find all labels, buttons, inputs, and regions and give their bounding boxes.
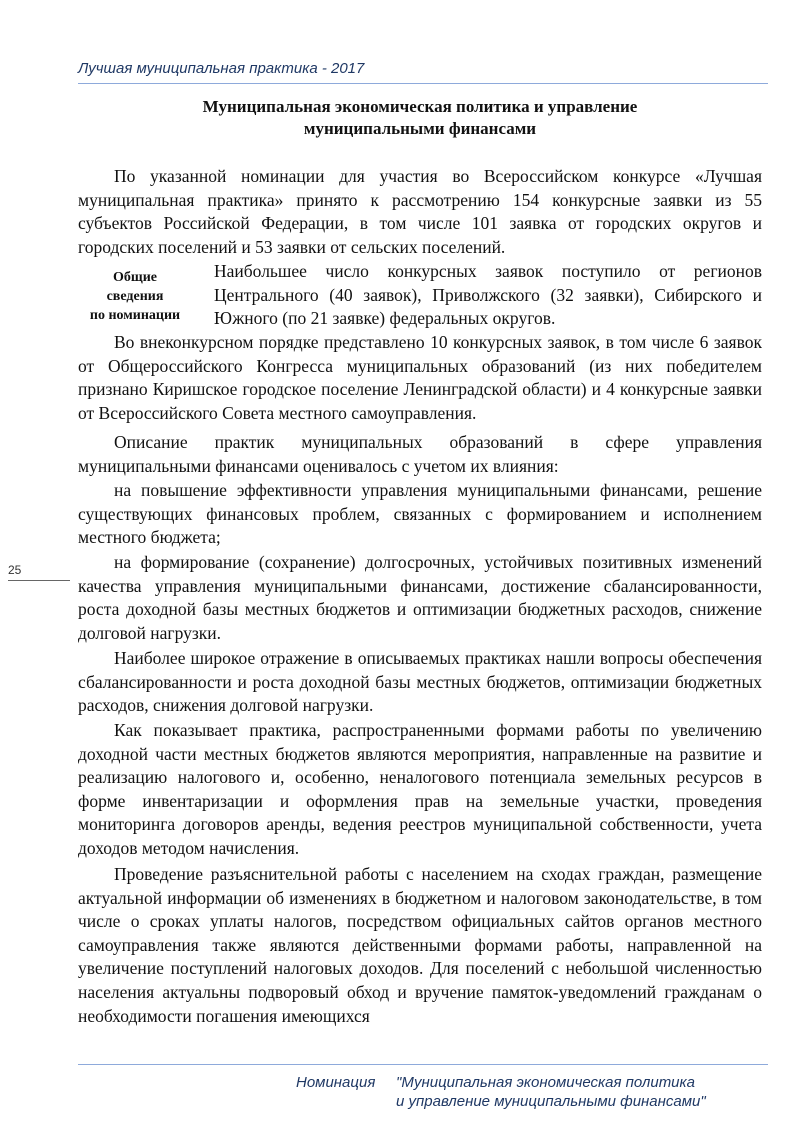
paragraph-1: По указанной номинации для участия во Всероссийском конкурсе «Лучшая муниципальная практика» принято к рассмотрению 154 конкурсные заявки из 55 субъектов Российской Федерации, в том числе 101 заявка от городских округов и городских поселений и 53 заявки от сельских поселений.	[78, 166, 762, 257]
section-title-line-1: Муниципальная экономическая политика и управление	[202, 97, 638, 116]
side-label-line-1: Общие	[113, 270, 157, 285]
paragraph-5: на повышение эффективности управления муниципальными финансами, решение существующих финансовых проблем, связанных с формированием и исполнением местного бюджета;	[78, 480, 762, 548]
paragraph-3: Во внеконкурсном порядке представлено 10 конкурсных заявок, в том числе 6 заявок от Общероссийского Конгресса муниципальных образований (из них победителем признано Киришское городское поселение Ленинградской области) и 4 конкурсные заявки от Всероссийского Совета местного самоуправления.	[78, 332, 762, 423]
footer-label: Номинация	[296, 1074, 376, 1091]
side-label-line-3: по номинации	[89, 308, 181, 323]
paragraph-4: Описание практик муниципальных образований в сфере управления муниципальными финансами оценивалось с учетом их влияния:	[78, 432, 762, 476]
paragraph-2: Наибольшее число конкурсных заявок поступило от регионов Центрального (40 заявок), Приволжского (32 заявки), Сибирского и Южного (по 21 заявке) федеральных округов.	[214, 261, 762, 329]
footer-divider	[78, 1064, 768, 1065]
section-title-line-2: муниципальными финансами	[303, 119, 537, 138]
paragraph-9: Проведение разъяснительной работы с населением на сходах граждан, размещение актуальной информации об изменениях в бюджетном и налоговом законодательстве, в том числе о сроках уплаты налогов, посредством официальных сайтов органов местного самоуправления также являются действенными формами работы, направленной на увеличение поступлений налоговых доходов. Для поселений с небольшой численностью населения актуальны подворовый обход и вручение памяток-уведомлений гражданам о необходимости погашения имеющихся	[78, 864, 762, 1026]
paragraph-7: Наиболее широкое отражение в описываемых практиках нашли вопросы обеспечения сбалансированности и роста доходной базы местных бюджетов, оптимизации бюджетных расходов, снижения долговой нагрузки.	[78, 648, 762, 716]
footer-line-2: и управление муниципальными финансами"	[396, 1093, 706, 1110]
running-header: Лучшая муниципальная практика - 2017	[78, 60, 365, 77]
side-label	[76, 268, 194, 325]
side-label-line-2: сведения	[106, 289, 164, 304]
paragraph-8: Как показывает практика, распространенными формами работы по увеличению доходной части местных бюджетов являются мероприятия, направленные на развитие и реализацию налогового и, особенно, неналогового потенциала земельных ресурсов в форме инвентаризации и оформления прав на земельные участки, проведения мониторинга договоров аренды, ведения реестров муниципальной собственности, учета доходов методом начисления.	[78, 720, 762, 858]
section-title	[78, 96, 762, 140]
header-divider	[78, 83, 768, 84]
footer-nomination	[396, 1073, 766, 1111]
page-number-divider	[8, 580, 70, 581]
paragraph-6: на формирование (сохранение) долгосрочных, устойчивых позитивных изменений качества управления муниципальными финансами, достижение сбалансированности, роста доходной базы местных бюджетов и оптимизации бюджетных расходов, снижение долговой нагрузки.	[78, 552, 762, 643]
page-number: 25	[8, 563, 22, 577]
footer-line-1: "Муниципальная экономическая политика	[396, 1074, 695, 1091]
